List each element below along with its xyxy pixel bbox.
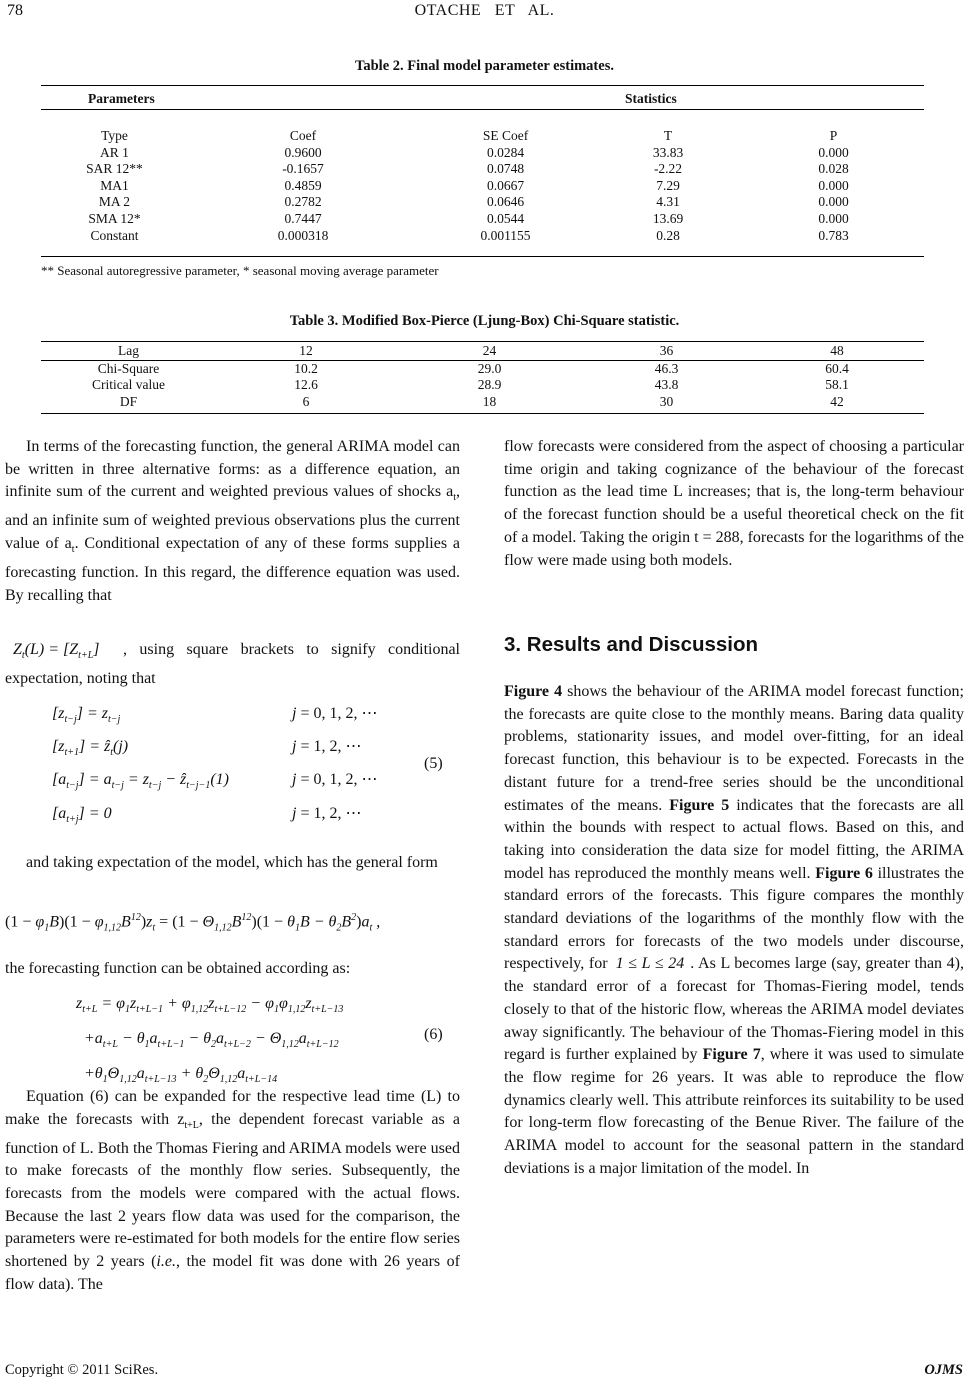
table2-caption: Table 2. Final model parameter estimates. <box>355 58 614 74</box>
equation-6-line: $+a_{t+L} - \theta_1a_{t+L-1} - \theta_2a_{t+L-2} - \Theta_{1,12}a_{t+L-12}$ <box>76 1030 339 1051</box>
table-cell: 0.0284 <box>486 144 525 160</box>
footer-copyright: Copyright © 2011 SciRes. <box>5 1362 159 1378</box>
subscript: t+L <box>184 1119 199 1131</box>
table-cell: 18 <box>482 393 497 409</box>
left-para-2: and taking expectation of the model, which has the general form <box>26 854 438 871</box>
table-cell: 0.2782 <box>284 194 322 210</box>
table-cell: 0.0667 <box>486 177 525 193</box>
left-para-3: the forecasting function can be obtained according as: <box>5 960 351 977</box>
table2-header-rule <box>41 109 924 110</box>
table-cell: 0.000 <box>818 210 849 226</box>
equation-5-line: $[z_{t-j}] = z_{t-j}$ j = 0, 1, 2, ⋯ <box>52 705 378 726</box>
left-para-1 <box>5 436 460 607</box>
table-cell: 0.0544 <box>486 210 525 226</box>
footer-journal: OJMS <box>924 1362 963 1378</box>
page-number: 78 <box>7 2 23 19</box>
table-cell: 0.000318 <box>277 227 329 243</box>
equation-5-number: (5) <box>424 755 443 772</box>
table-cell: 42 <box>830 393 844 409</box>
table-cell: -0.1657 <box>282 161 324 177</box>
inline-inequality: 1 ≤ L ≤ 24 <box>615 955 685 973</box>
table-row <box>41 211 924 228</box>
table-cell: 0.4859 <box>284 177 322 193</box>
figure-ref: Figure 5 <box>669 796 730 814</box>
table-cell: Lag <box>118 343 139 358</box>
equation-6-line: $z_{t+L} = \varphi_1z_{t+L-1} + \varphi_{1,12}z_{t+L-12} - \varphi_1\varphi_{1,12}z_{t+L-13}$ <box>76 995 344 1016</box>
table-cell: 29.0 <box>477 360 502 376</box>
table2 <box>41 128 924 244</box>
table-cell: 12 <box>299 343 313 358</box>
equation-6-line: $+\theta_1\Theta_{1,12}a_{t+L-13} + \theta_2\Theta_{1,12}a_{t+L-14}$ <box>76 1065 278 1086</box>
table-cell: AR 1 <box>100 144 129 160</box>
right-para-1: flow forecasts were considered from the aspect of choosing a particular time origin and taking cognizance of the behaviour of the forecast function as the lead time L increases; that is, the long-term behaviour of the forecast function should be a useful theoretical check on the fit of a model. Taking the origin t = 288, forecasts for the logarithms of the flow were made using both models. <box>504 438 964 569</box>
table-cell: 6 <box>302 393 310 409</box>
text-run: . As L becomes large (say, greater than 4), the standard error of a forecast for Thomas-Fiering model, tends closely to that of the historic flow, whereas the ARIMA model deviates away significantly. The behaviour of the Thomas-Fiering model in this regard is further explained by <box>504 955 965 1064</box>
table-cell: SMA 12* <box>88 210 141 226</box>
table2-col-header: SE Coef <box>482 128 529 143</box>
equation-5-line: $[a_{t-j}] = a_{t-j} = z_{t-j}$ − ẑ$_{t-j-1}$(1) j = 0, 1, 2, ⋯ <box>52 771 378 792</box>
table2-group-parameters: Parameters <box>88 91 155 106</box>
text-run: shows the behaviour of the ARIMA model forecast function; the forecasts are quite close to the monthly means. Baring data quality problems, stationarity issues, and model over-fitting, for an ideal forecast function, this behaviour is to be expected. Forecasts in the distant future for a trend-free series should be the unconditional estimates of the means. <box>504 683 964 814</box>
table-row <box>41 145 924 162</box>
table2-header-row <box>41 128 924 145</box>
table-cell: 33.83 <box>652 144 684 160</box>
text-run: Equation (6) can be expanded for the respective lead time (L) to make the forecasts with z <box>5 1088 460 1128</box>
table-cell: 13.69 <box>652 210 684 226</box>
table2-note: ** Seasonal autoregressive parameter, * seasonal moving average parameter <box>41 263 439 278</box>
table-cell: 48 <box>830 343 844 358</box>
equation-5-line: $[a_{t+j}] = 0$ j = 1, 2, ⋯ <box>52 804 362 825</box>
table-cell: 0.0646 <box>486 194 525 210</box>
table-row <box>41 178 924 195</box>
subscript: t <box>453 492 456 504</box>
table-cell: 28.9 <box>477 377 502 393</box>
table3-bottom-rule <box>41 413 924 414</box>
table-cell: 60.4 <box>825 360 849 376</box>
table-cell: 0.783 <box>818 227 849 243</box>
table-cell: 58.1 <box>825 377 849 393</box>
table-cell: 36 <box>659 343 674 358</box>
table-row <box>41 377 924 394</box>
table-cell: 0.000 <box>818 144 849 160</box>
figure-ref: Figure 4 <box>504 683 563 700</box>
table-cell: 10.2 <box>294 360 318 376</box>
table2-col-header: P <box>829 128 838 143</box>
table-cell: -2.22 <box>653 161 683 177</box>
table-cell: 46.3 <box>654 360 679 376</box>
text-run: , and an infinite sum of weighted previous observations plus the current value of a <box>5 483 460 552</box>
table-cell: MA1 <box>100 177 129 193</box>
table-row <box>41 161 924 178</box>
table2-col-header: Coef <box>289 128 317 143</box>
subscript: t <box>71 544 75 556</box>
inline-equation-ztl: $Z_t(L) = [Z_{t+L}]$ <box>5 641 100 662</box>
text-run: indicates that the forecasts are all within the bounds with respect to actual flows. Based on this, and taking into consideration the data size for model fitting, the ARIMA model has reproduced the monthly means well. <box>504 796 965 882</box>
text-run: , where it was used to simulate the flow regime for 26 years. It was able to reproduce the flow dynamics clearly well. This attribute reinforces its suitability to be used for long-term flow forecasting of the Benue River. The failure of the ARIMA model to account for the seasonal pattern in the standard deviations is a major limitation of the model. In <box>504 1046 965 1177</box>
table-cell: SAR 12** <box>86 161 143 177</box>
table-cell: 4.31 <box>656 194 680 210</box>
table2-top-rule <box>41 85 924 86</box>
table2-bottom-rule <box>41 256 924 257</box>
equation-6-number: (6) <box>424 1026 443 1043</box>
table-cell: 43.8 <box>654 377 679 393</box>
text-run: In terms of the forecasting function, the general ARIMA model can be written in three alternative forms: as a difference equation, an infinite sum of the current and weighted previous values of shocks a <box>5 438 460 501</box>
table-cell: 24 <box>482 343 497 358</box>
text-run: , the dependent forecast variable as a function of L. Both the Thomas Fiering and ARIMA models were used to make forecasts of the monthly flow series. Subsequently, the forecasts from the models were compared with the actual flows. Because the last 2 years flow data was used for the comparison, the parameters were re-estimated for both models for the entire flow series shortened by 2 years ( <box>5 1110 460 1271</box>
table-cell: Constant <box>90 227 139 243</box>
table-row <box>41 394 924 411</box>
table-cell: DF <box>119 393 138 409</box>
table-cell: 0.000 <box>818 177 849 193</box>
equation-5-line: $[z_{t+1}]$ = ẑ$_t$(j) j = 1, 2, ⋯ <box>52 738 362 759</box>
equation-5 <box>52 700 377 833</box>
table-cell: MA 2 <box>98 194 131 210</box>
section-heading: 3. Results and Discussion <box>504 633 759 656</box>
table-cell: Critical value <box>91 377 166 393</box>
left-para-4 <box>5 1086 460 1297</box>
table-row <box>41 194 924 211</box>
table-cell: 30 <box>659 393 674 409</box>
table3-top-rule <box>41 341 924 342</box>
table-cell: 12.6 <box>294 377 318 393</box>
table-row <box>41 360 924 377</box>
left-para-1-cont <box>5 639 460 691</box>
table-cell: 0.000 <box>818 194 849 210</box>
table-cell: 0.0748 <box>486 161 525 177</box>
table3 <box>41 343 924 410</box>
table-cell: 0.7447 <box>284 210 322 226</box>
equation-general-form: $(1 - \varphi_1B)(1 - \varphi_{1,12}B^{12})z_t = (1 - \Theta_{1,12}B^{12})(1 - \theta_1B - \theta_2B^2)a_t$ , <box>5 912 381 934</box>
table-cell: 0.28 <box>656 227 680 243</box>
table3-caption: Table 3. Modified Box-Pierce (Ljung-Box) Chi-Square statistic. <box>289 313 680 329</box>
table-cell: Chi-Square <box>97 360 160 376</box>
equation-6 <box>76 989 343 1095</box>
table-cell: 0.001155 <box>480 227 531 243</box>
table2-col-header: Type <box>101 128 128 143</box>
text-run: , the model fit was done with 26 years of flow data). The <box>5 1253 460 1293</box>
table-cell: 0.028 <box>818 161 849 177</box>
table-row <box>41 343 924 360</box>
text-run: . Conditional expectation of any of these forms supplies a forecasting function. In this regard, the difference equation was used. By recalling that <box>5 535 460 604</box>
table-cell: 7.29 <box>656 177 680 193</box>
table-cell: 0.9600 <box>284 144 322 160</box>
right-para-2 <box>504 681 964 1180</box>
table2-col-header: T <box>663 128 673 143</box>
text-run: illustrates the standard errors of the forecasts. This figure compares the monthly standard deviations of the logarithms of the monthly flow with the standard errors for forecasts of the two models under discourse, respectively, for <box>504 864 965 973</box>
text-run: , using square brackets to signify conditional expectation, noting that <box>5 641 460 687</box>
text-run: i.e. <box>156 1253 176 1271</box>
running-title: OTACHE ET AL. <box>414 2 555 19</box>
figure-ref: Figure 6 <box>815 864 873 882</box>
figure-ref: Figure 7 <box>702 1046 761 1064</box>
table2-group-statistics: Statistics <box>625 91 677 106</box>
table-row <box>41 228 924 245</box>
